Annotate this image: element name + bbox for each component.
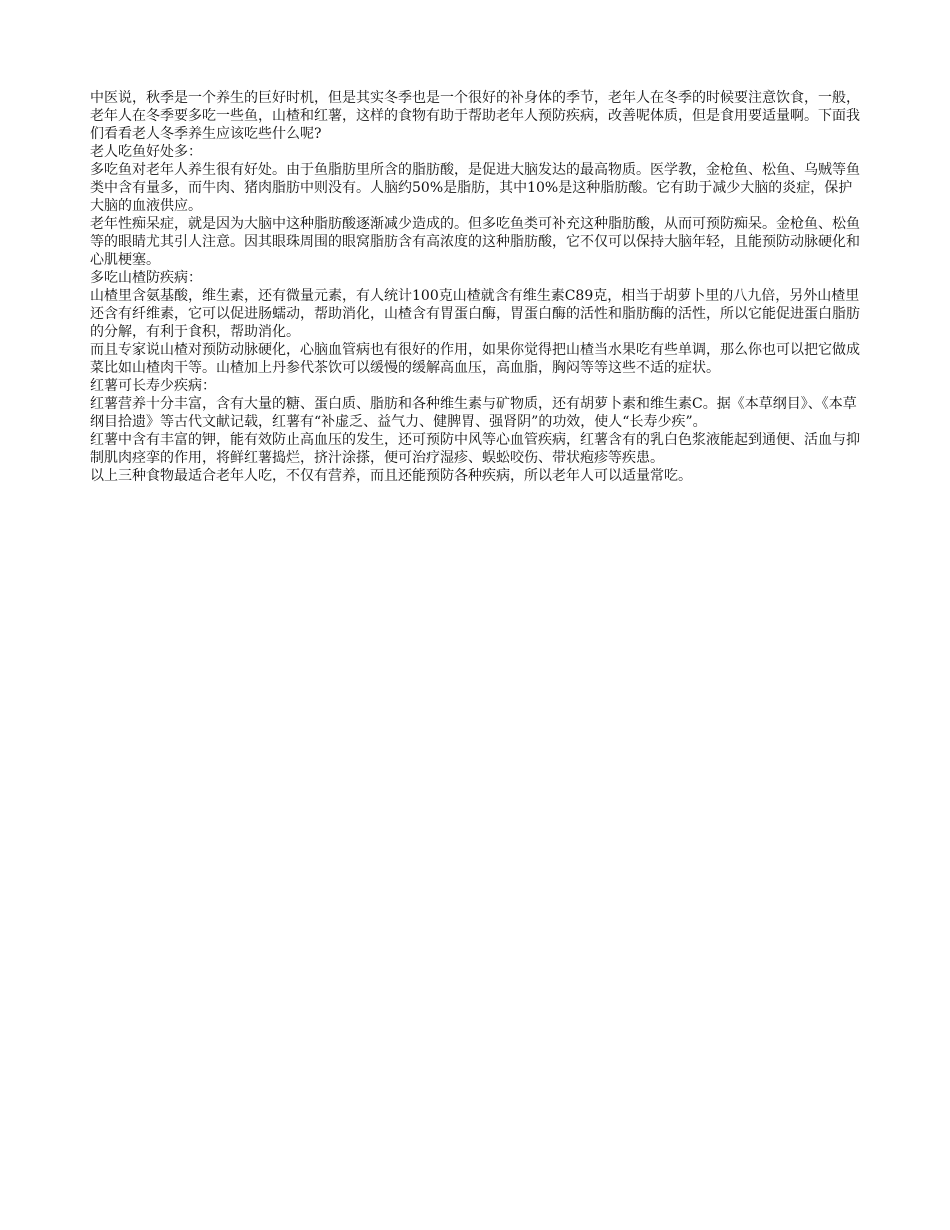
sweet-potato-paragraph-2: 红薯中含有丰富的钾，能有效防止高血压的发生，还可预防中风等心血管疾病，红薯含有的乳白色浆液能起到通便、活血与抑制肌肉痉挛的作用，将鲜红薯捣烂，挤汁涂搽，便可治疗湿疹、蜈蚣咬伤、带状疱疹等疾患。 (90, 432, 860, 466)
section-heading-sweet-potato: 红薯可长寿少疾病： (90, 378, 216, 394)
fish-paragraph-1: 多吃鱼对老年人养生很有好处。由于鱼脂肪里所含的脂肪酸，是促进大脑发达的最高物质。医学教，金枪鱼、松鱼、乌贼等鱼类中含有量多，而牛肉、猪肉脂肪中则没有。人脑约50%是脂肪，其中10%是这种脂肪酸。它有助于减少大脑的炎症，保护大脑的血液供应。 (90, 162, 860, 214)
document-body (90, 89, 865, 485)
section-heading-hawthorn: 多吃山楂防疾病： (90, 270, 202, 286)
conclusion-paragraph: 以上三种食物最适合老年人吃，不仅有营养，而且还能预防各种疾病，所以老年人可以适量常吃。 (90, 468, 692, 484)
hawthorn-paragraph-2: 而且专家说山楂对预防动脉硬化，心脑血管病也有很好的作用，如果你觉得把山楂当水果吃有些单调，那么你也可以把它做成菜比如山楂肉干等。山楂加上丹参代茶饮可以缓慢的缓解高血压，高血脂，胸闷等等这些不适的症状。 (90, 342, 860, 376)
section-heading-fish: 老人吃鱼好处多： (90, 144, 202, 160)
intro-paragraph: 中医说，秋季是一个养生的巨好时机，但是其实冬季也是一个很好的补身体的季节，老年人在冬季的时候要注意饮食，一般，老年人在冬季要多吃一些鱼，山楂和红薯，这样的食物有助于帮助老年人预防疾病，改善呢体质，但是食用要适量啊。下面我们看看老人冬季养生应该吃些什么呢? (90, 90, 860, 142)
fish-paragraph-2: 老年性痴呆症，就是因为大脑中这种脂肪酸逐渐减少造成的。但多吃鱼类可补充这种脂肪酸，从而可预防痴呆。金枪鱼、松鱼等的眼睛尤其引人注意。因其眼珠周围的眼窝脂肪含有高浓度的这种脂肪酸，它不仅可以保持大脑年轻，且能预防动脉硬化和心肌梗塞。 (90, 216, 860, 268)
hawthorn-paragraph-1: 山楂里含氨基酸，维生素，还有微量元素，有人统计100克山楂就含有维生素C89克，相当于胡萝卜里的八九倍，另外山楂里还含有纤维素，它可以促进肠蠕动，帮助消化，山楂含有胃蛋白酶，胃蛋白酶的活性和脂肪酶的活性，所以它能促进蛋白脂肪的分解，有利于食积，帮助消化。 (90, 288, 860, 340)
sweet-potato-paragraph-1: 红薯营养十分丰富，含有大量的糖、蛋白质、脂肪和各种维生素与矿物质，还有胡萝卜素和维生素C。据《本草纲目》、《本草纲目拾遗》等古代文献记载，红薯有“补虚乏、益气力、健脾胃、强肾阴”的功效，使人“长寿少疾”。 (90, 396, 857, 430)
